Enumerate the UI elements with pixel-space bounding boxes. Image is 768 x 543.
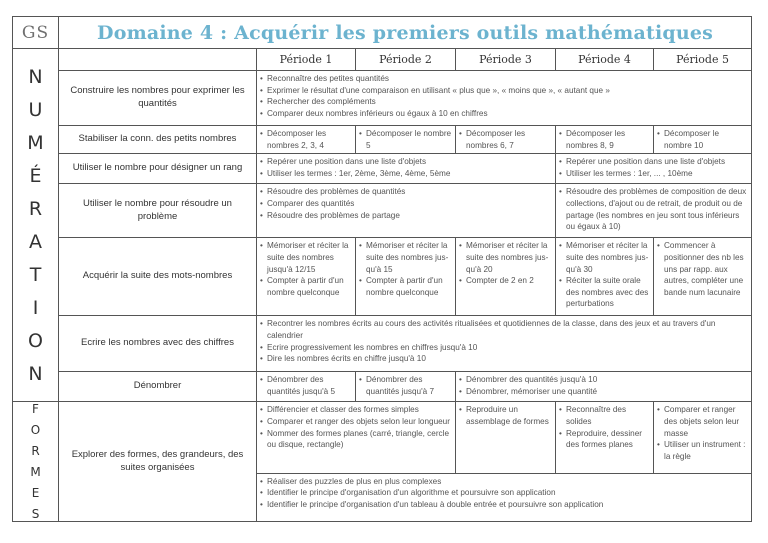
row-suite bbox=[13, 238, 752, 316]
row-label-stabiliser: Stabiliser la conn. des petits nombres bbox=[59, 126, 257, 154]
side-letter: E bbox=[31, 486, 40, 501]
bullet-item: • Dénombrer des quantités jusqu'à 10 bbox=[459, 374, 748, 386]
bullet-item: • Commencer à positionner des nb les uns par rapp. aux autres, compléter une bande num lacunaire bbox=[657, 240, 748, 298]
side-letter: É bbox=[29, 164, 42, 187]
row-denombrer bbox=[13, 372, 752, 402]
bullet-item: • Identifier le principe d'organisation d'un tableau à double entrée et poursuivre son application bbox=[260, 499, 748, 511]
cell-formes-all bbox=[257, 473, 752, 522]
cell-suite-p3 bbox=[456, 238, 556, 316]
bullet-item: • Résoudre des problèmes de partage bbox=[260, 210, 552, 222]
bullet-item: • Comparer et ranger des objets selon leur longueur bbox=[260, 416, 452, 428]
cell-denombrer-p1 bbox=[257, 372, 356, 402]
cell-rang-p4-5 bbox=[556, 154, 752, 184]
row-formes bbox=[13, 402, 752, 473]
bullet-item: • Rechercher des compléments bbox=[260, 96, 748, 108]
side-letter: U bbox=[28, 98, 43, 121]
cell-suite-p4 bbox=[556, 238, 654, 316]
bullet-item: • Repérer une position dans une liste d'objets bbox=[559, 156, 748, 168]
cell-denombrer-p3-5 bbox=[456, 372, 752, 402]
bullet-item: • Comparer deux nombres inférieurs ou égaux à 10 en chiffres bbox=[260, 108, 748, 120]
bullet-item: • Reconnaître des petites quantités bbox=[260, 73, 748, 85]
side-letter: N bbox=[28, 65, 43, 88]
cell-stabiliser-p4 bbox=[556, 126, 654, 154]
bullet-item: • Reconnaître des solides bbox=[559, 404, 650, 427]
row-label-probleme: Utiliser le nombre pour résoudre un problème bbox=[59, 184, 257, 238]
cell-formes-p4 bbox=[556, 402, 654, 473]
period-header-2: Période 2 bbox=[356, 49, 456, 71]
bullet-item: • Décomposer les nombres 8, 9 bbox=[559, 128, 650, 151]
cell-probleme-p4-5 bbox=[556, 184, 752, 238]
bullet-item: • Mémoriser et réciter la suite des nombres jus- qu'à 20 bbox=[459, 240, 552, 275]
row-label-rang: Utiliser le nombre pour désigner un rang bbox=[59, 154, 257, 184]
bullet-item: • Décomposer les nombres 6, 7 bbox=[459, 128, 552, 151]
cell-formes-p5 bbox=[654, 402, 752, 473]
period-header-5: Période 5 bbox=[654, 49, 752, 71]
row-label-ecrire: Ecrire les nombres avec des chiffres bbox=[59, 316, 257, 372]
bullet-item: • Dénombrer des quantités jusqu'à 5 bbox=[260, 374, 352, 397]
bullet-item: • Identifier le principe d'organisation d'un algorithme et poursuivre son application bbox=[260, 487, 748, 499]
bullet-item: • Résoudre des problèmes de composition de deux collections, d'ajout ou de retrait, de produit ou de partage (les nombres en jeu sont tous inférieurs ou égaux à 10) bbox=[559, 186, 748, 233]
side-letter: M bbox=[30, 465, 41, 480]
period-header-4: Période 4 bbox=[556, 49, 654, 71]
bullet-item: • Recontrer les nombres écrits au cours des activités ritualisées et quotidiennes de la classe, dans des jeux et au travers d'un calendrier bbox=[260, 318, 748, 341]
empty-header-cell bbox=[59, 49, 257, 71]
bullet-item: • Comparer des quantités bbox=[260, 198, 552, 210]
side-letter: M bbox=[27, 131, 44, 154]
period-header-3: Période 3 bbox=[456, 49, 556, 71]
bullet-item: • Décomposer le nombre 10 bbox=[657, 128, 748, 151]
bullet-item: • Nommer des formes planes (carré, triangle, cercle ou disque, rectangle) bbox=[260, 428, 452, 451]
page-title: Domaine 4 : Acquérir les premiers outils mathématiques bbox=[59, 17, 752, 49]
cell-suite-p1 bbox=[257, 238, 356, 316]
bullet-item: • Réciter la suite orale des nombres avec des perturbations bbox=[559, 275, 650, 310]
bullet-item: • Compter à partir d'un nombre quelconque bbox=[359, 275, 452, 298]
side-letter: R bbox=[31, 444, 40, 459]
cell-stabiliser-p1 bbox=[257, 126, 356, 154]
row-label-denombrer: Dénombrer bbox=[59, 372, 257, 402]
row-label-construire: Construire les nombres pour exprimer les quantités bbox=[59, 71, 257, 126]
bullet-item: • Dénombrer des quantités jusqu'à 7 bbox=[359, 374, 452, 397]
bullet-item: • Dire les nombres écrits en chiffre jusqu'à 10 bbox=[260, 353, 748, 365]
curriculum-table bbox=[12, 16, 752, 522]
bullet-item: • Résoudre des problèmes de quantités bbox=[260, 186, 552, 198]
cell-formes-p3 bbox=[456, 402, 556, 473]
level-label: GS bbox=[13, 17, 59, 49]
row-probleme bbox=[13, 184, 752, 238]
bullet-item: • Ecrire progressivement les nombres en chiffres jusqu'à 10 bbox=[260, 342, 748, 354]
row-stabiliser bbox=[13, 126, 752, 154]
cell-suite-p5 bbox=[654, 238, 752, 316]
row-ecrire bbox=[13, 316, 752, 372]
side-letter: F bbox=[32, 402, 39, 417]
side-letter: O bbox=[28, 329, 43, 352]
bullet-item: • Reproduire, dessiner des formes planes bbox=[559, 428, 650, 451]
cell-stabiliser-p3 bbox=[456, 126, 556, 154]
cell-formes-p1-2 bbox=[257, 402, 456, 473]
curriculum-sheet bbox=[12, 16, 751, 521]
bullet-item: • Compter à partir d'un nombre quelconque bbox=[260, 275, 352, 298]
formes-side-label bbox=[13, 402, 59, 522]
bullet-item: • Compter de 2 en 2 bbox=[459, 275, 552, 287]
cell-stabiliser-p5 bbox=[654, 126, 752, 154]
bullet-item: • Dénombrer, mémoriser une quantité bbox=[459, 386, 748, 398]
bullet-item: • Mémoriser et réciter la suite des nombres jusqu'à 12/15 bbox=[260, 240, 352, 275]
cell-suite-p2 bbox=[356, 238, 456, 316]
title-row bbox=[13, 17, 752, 49]
row-construire bbox=[13, 71, 752, 126]
side-letter: I bbox=[32, 296, 39, 319]
bullet-item: • Utiliser les termes : 1er, 2ème, 3ème, 4ème, 5ème bbox=[260, 168, 552, 180]
side-letter: A bbox=[29, 230, 42, 253]
cell-construire-all bbox=[257, 71, 752, 126]
cell-rang-p1-3 bbox=[257, 154, 556, 184]
bullet-item: • Reproduire un assemblage de formes bbox=[459, 404, 552, 427]
side-letter: S bbox=[31, 507, 40, 522]
bullet-item: • Utiliser un instrument : la règle bbox=[657, 439, 748, 462]
bullet-item: • Repérer une position dans une liste d'objets bbox=[260, 156, 552, 168]
bullet-item: • Décomposer les nombres 2, 3, 4 bbox=[260, 128, 352, 151]
row-rang bbox=[13, 154, 752, 184]
cell-denombrer-p2 bbox=[356, 372, 456, 402]
cell-probleme-p1-3 bbox=[257, 184, 556, 238]
bullet-item: • Réaliser des puzzles de plus en plus complexes bbox=[260, 476, 748, 488]
bullet-item: • Décomposer le nombre 5 bbox=[359, 128, 452, 151]
cell-stabiliser-p2 bbox=[356, 126, 456, 154]
side-letter: N bbox=[28, 362, 43, 385]
bullet-item: • Mémoriser et réciter la suite des nombres jus- qu'à 30 bbox=[559, 240, 650, 275]
bullet-item: • Comparer et ranger des objets selon leur masse bbox=[657, 404, 748, 439]
side-letter: R bbox=[28, 197, 43, 220]
bullet-item: • Exprimer le résultat d'une comparaison en utilisant « plus que », « moins que », « autant que » bbox=[260, 85, 748, 97]
side-letter: T bbox=[29, 263, 42, 286]
row-label-formes: Explorer des formes, des grandeurs, des suites organisées bbox=[59, 402, 257, 522]
numeration-side-label bbox=[13, 49, 59, 402]
row-label-suite: Acquérir la suite des mots-nombres bbox=[59, 238, 257, 316]
period-header-1: Période 1 bbox=[257, 49, 356, 71]
periods-header-row bbox=[13, 49, 752, 71]
bullet-item: • Utiliser les termes : 1er, ... , 10ème bbox=[559, 168, 748, 180]
cell-ecrire-all bbox=[257, 316, 752, 372]
bullet-item: • Différencier et classer des formes simples bbox=[260, 404, 452, 416]
bullet-item: • Mémoriser et réciter la suite des nombres jus- qu'à 15 bbox=[359, 240, 452, 275]
side-letter: O bbox=[30, 423, 41, 438]
